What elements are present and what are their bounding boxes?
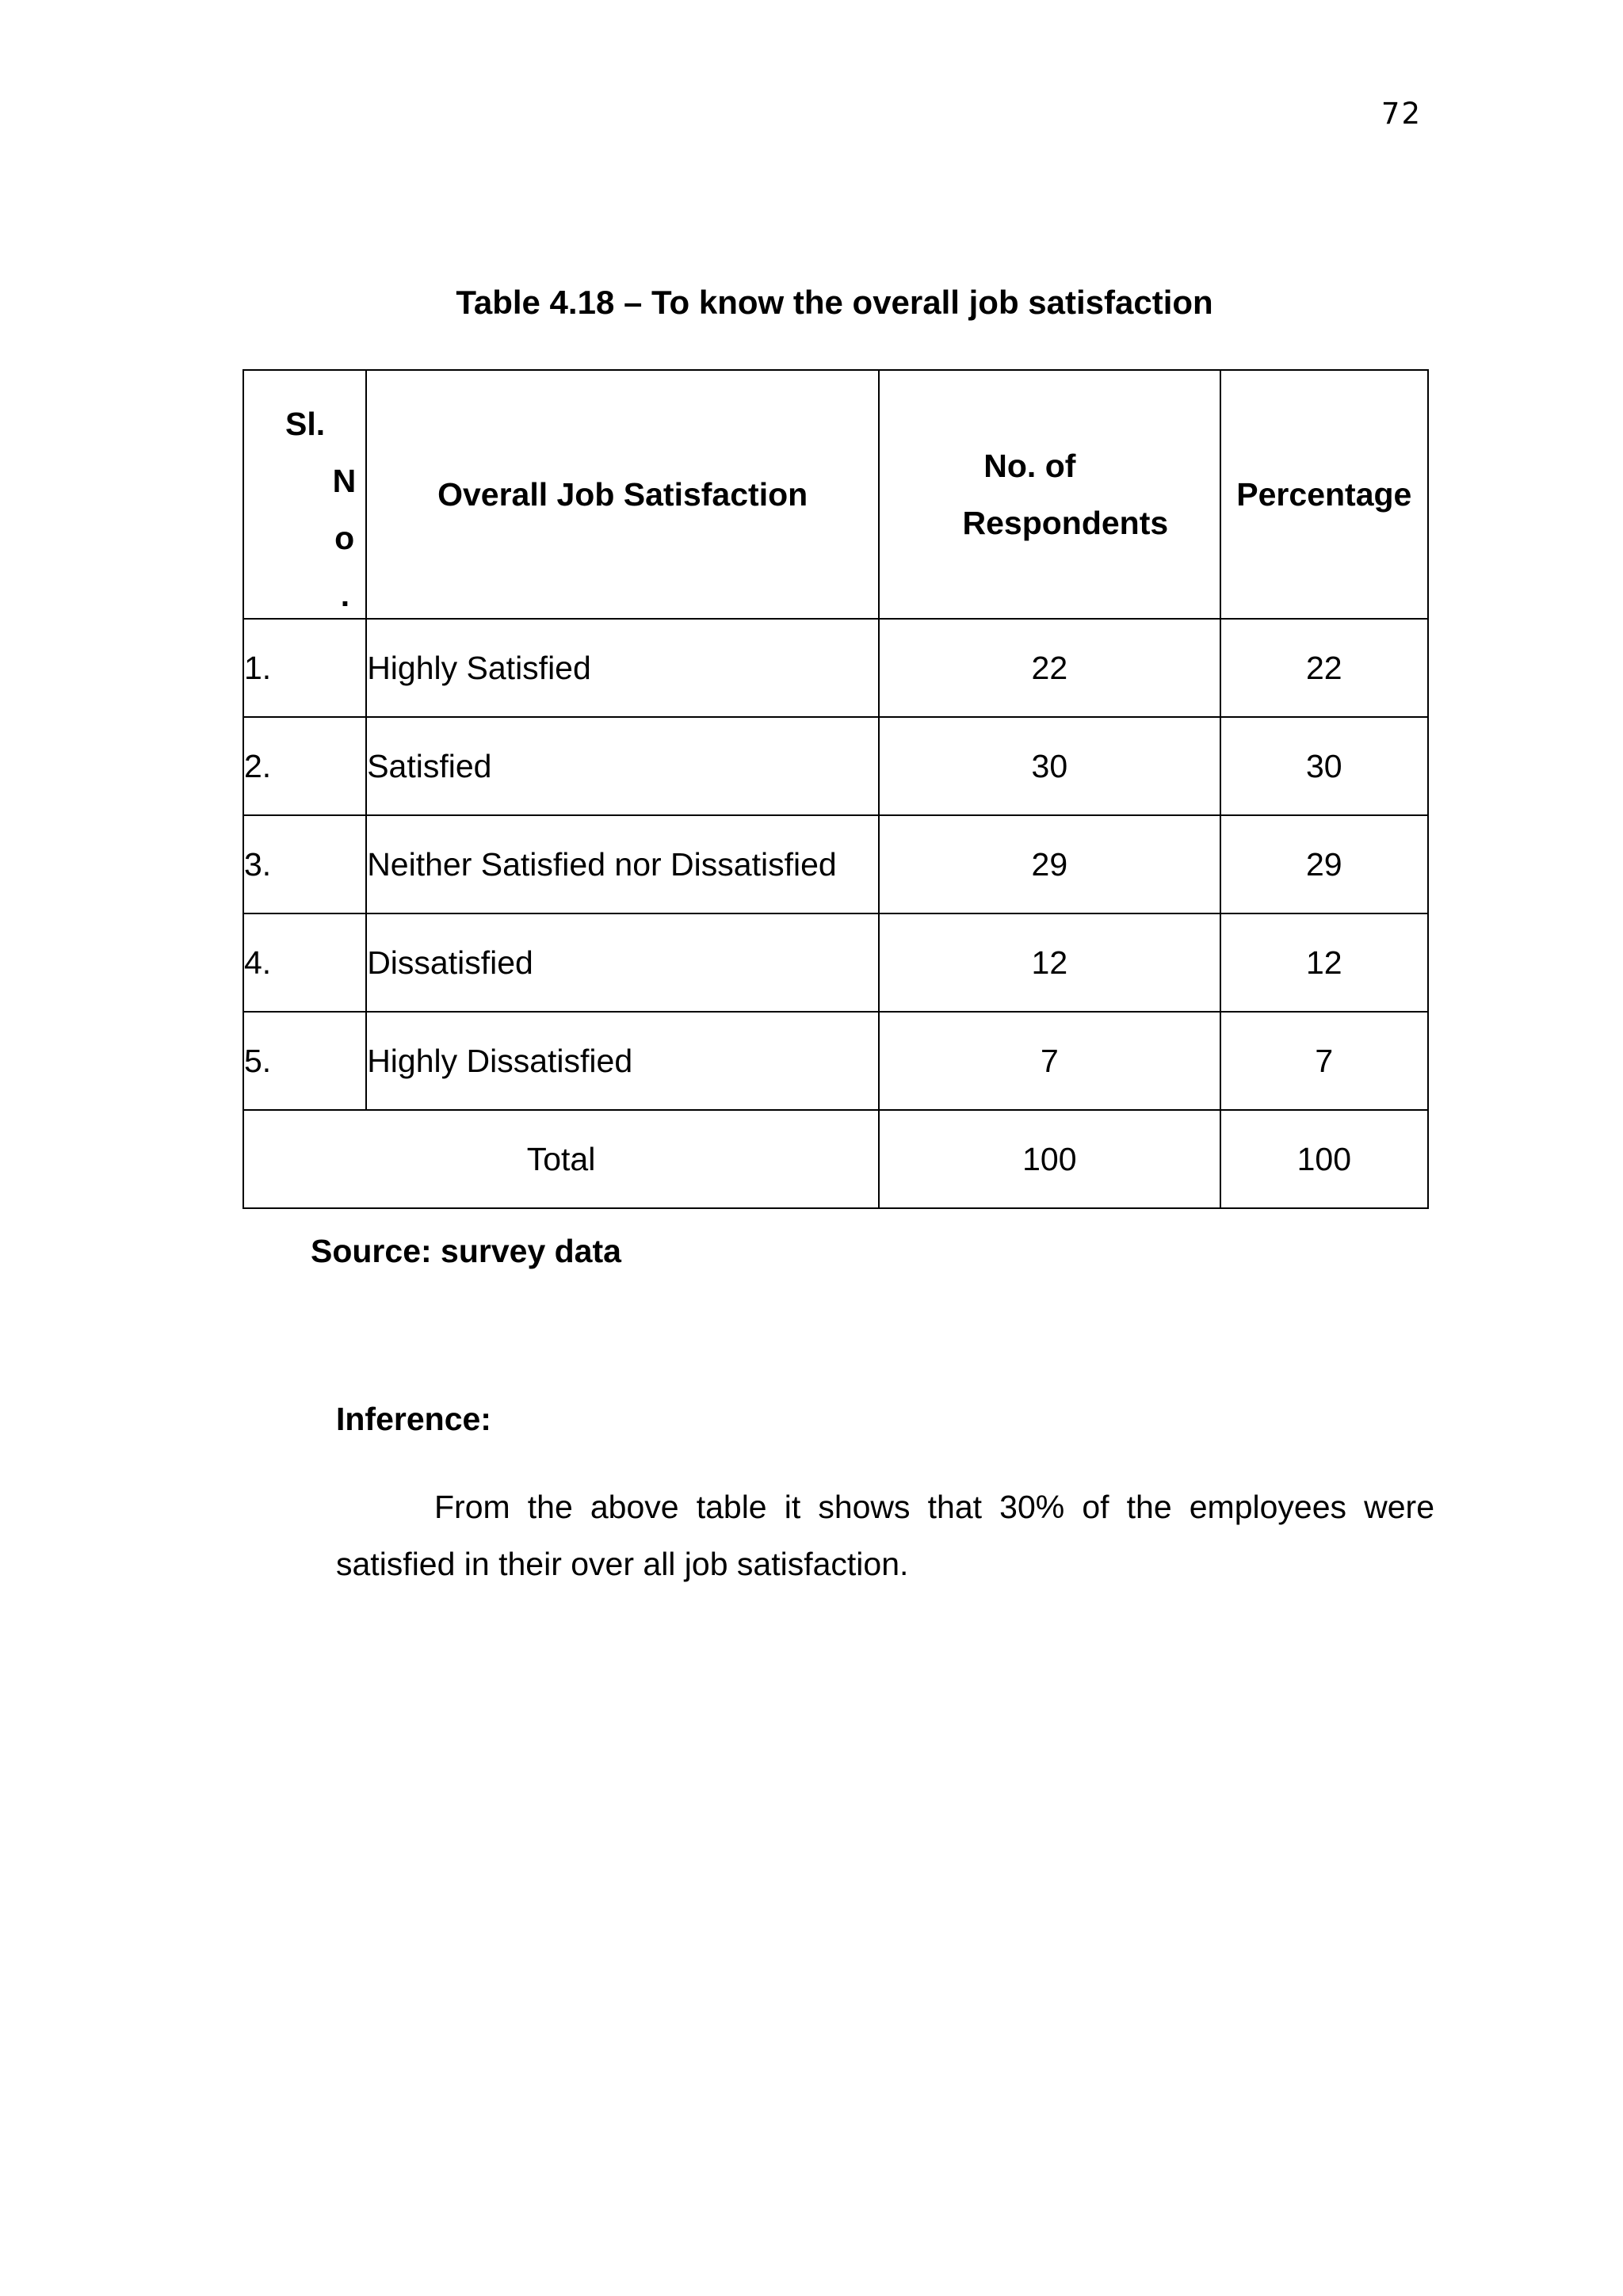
satisfaction-level-cell: Neither Satisfied nor Dissatisfied (366, 815, 879, 913)
respondents-cell: 22 (879, 619, 1220, 717)
source-note: Source: survey data (311, 1233, 621, 1269)
inference-paragraph: From the above table it shows that 30% of the employees were satisfied in their over all job satisfaction. (336, 1489, 1434, 1582)
header-percentage: Percentage (1220, 370, 1428, 619)
percentage-cell: 22 (1220, 619, 1428, 717)
satisfaction-table (242, 369, 1429, 1209)
table-row (243, 619, 1428, 717)
respondents-cell: 29 (879, 815, 1220, 913)
header-sl-no: Sl. N o . (243, 370, 366, 619)
satisfaction-level-cell: Dissatisfied (366, 913, 879, 1012)
table-row (243, 1012, 1428, 1110)
respondents-cell: 7 (879, 1012, 1220, 1110)
sl-cell: 5. (243, 1012, 366, 1110)
table-row (243, 815, 1428, 913)
percentage-cell: 29 (1220, 815, 1428, 913)
total-label: Total (243, 1110, 879, 1208)
sl-cell: 3. (243, 815, 366, 913)
percentage-cell: 12 (1220, 913, 1428, 1012)
table-title: Table 4.18 – To know the overall job satisfaction (456, 284, 1213, 321)
respondents-cell: 12 (879, 913, 1220, 1012)
sl-cell: 1. (243, 619, 366, 717)
satisfaction-level-cell: Highly Dissatisfied (366, 1012, 879, 1110)
sl-cell: 2. (243, 717, 366, 815)
table-total-row (243, 1110, 1428, 1208)
satisfaction-level-cell: Highly Satisfied (366, 619, 879, 717)
satisfaction-level-cell: Satisfied (366, 717, 879, 815)
table-row (243, 717, 1428, 815)
table-header-row (243, 370, 1428, 619)
page-number: 72 (1381, 97, 1422, 131)
respondents-cell: 30 (879, 717, 1220, 815)
total-respondents: 100 (879, 1110, 1220, 1208)
header-no-of-respondents: No. of Respondents (879, 370, 1220, 619)
table-row (243, 913, 1428, 1012)
total-percentage: 100 (1220, 1110, 1428, 1208)
header-overall-job-satisfaction: Overall Job Satisfaction (366, 370, 879, 619)
percentage-cell: 30 (1220, 717, 1428, 815)
inference-heading: Inference: (336, 1401, 491, 1437)
percentage-cell: 7 (1220, 1012, 1428, 1110)
sl-cell: 4. (243, 913, 366, 1012)
